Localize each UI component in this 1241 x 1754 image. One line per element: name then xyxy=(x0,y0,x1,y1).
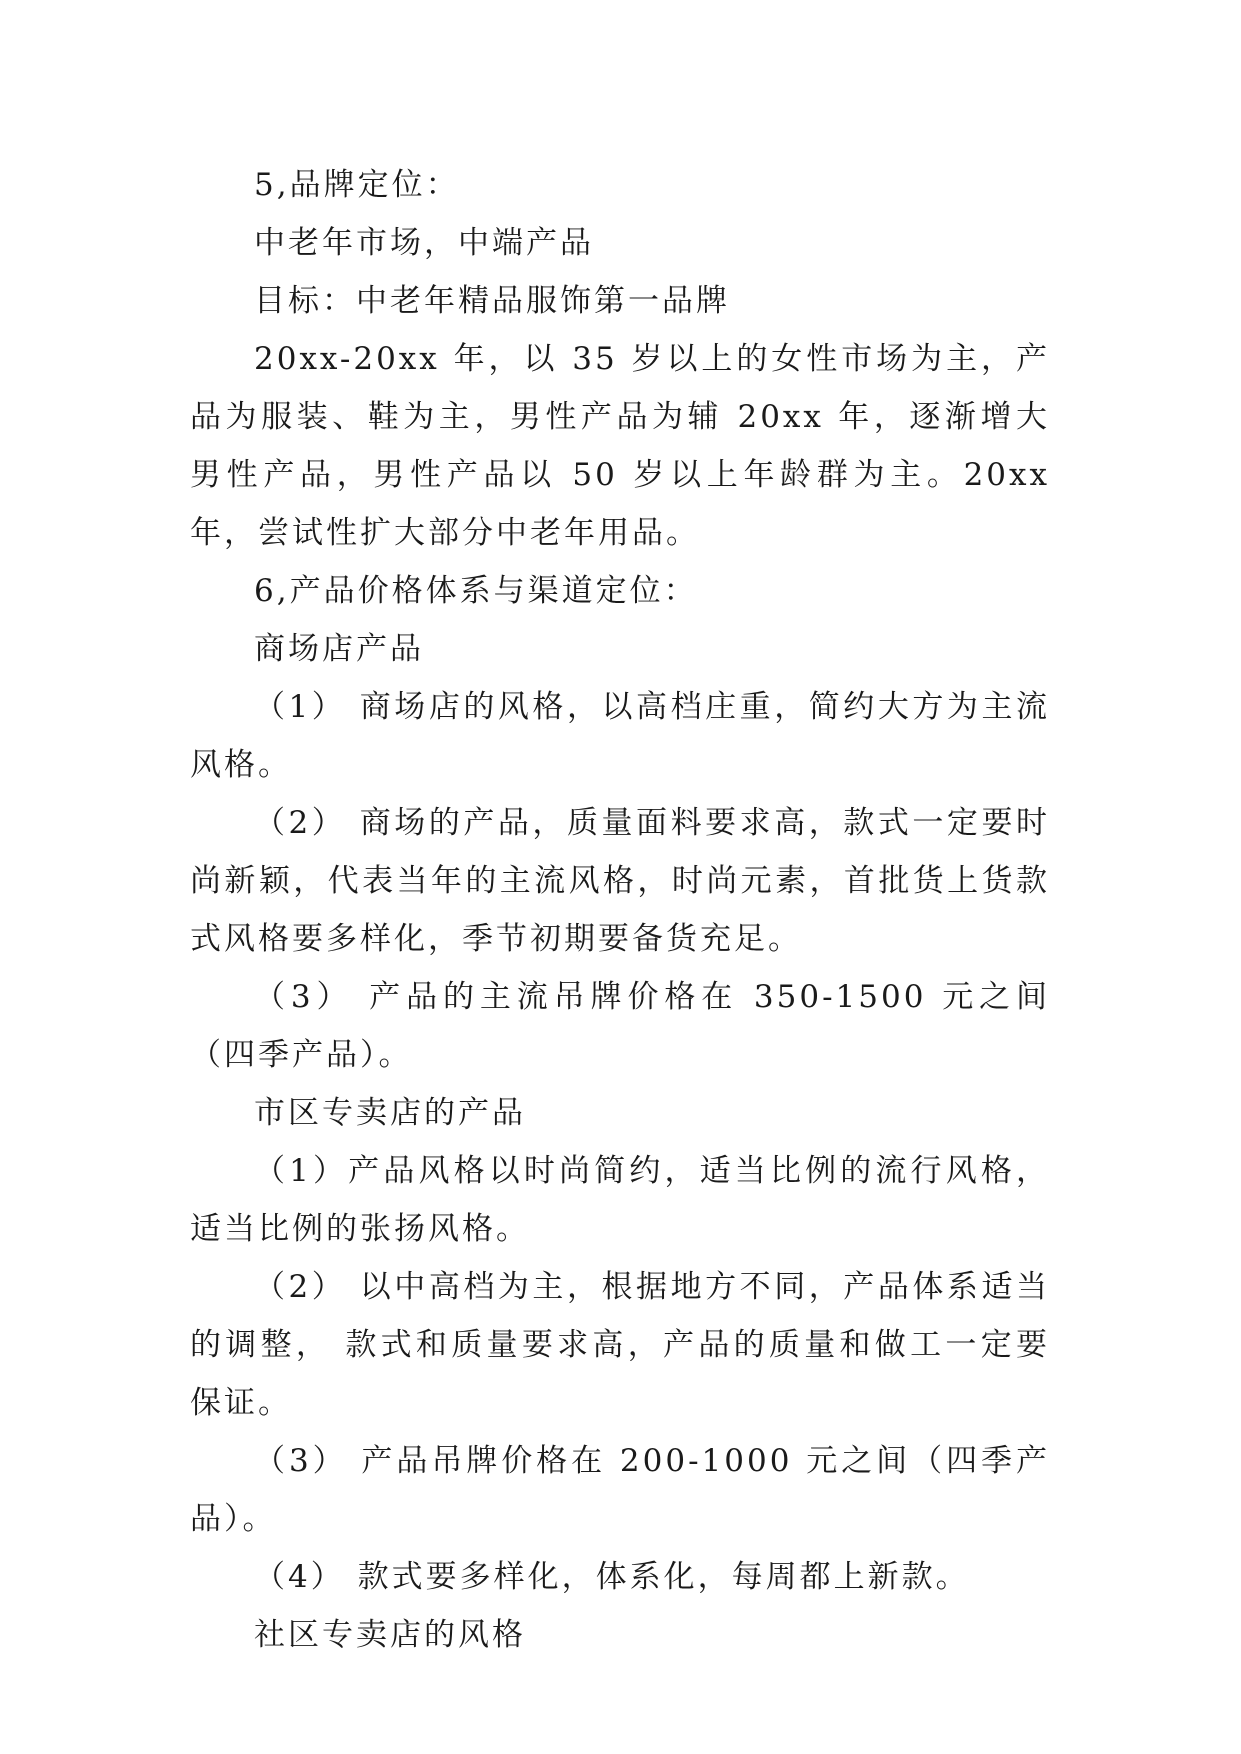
paragraph-market: 中老年市场，中端产品 xyxy=(254,225,594,261)
list-item-city-1: （1）产品风格以时尚简约，适当比例的流行风格，适当比例的张扬风格。 xyxy=(190,1153,1050,1247)
list-item-mall-2: （2） 商场的产品，质量面料要求高，款式一定要时尚新颖，代表当年的主流风格，时尚元素，首批货上货款式风格要多样化，季节初期要备货充足。 xyxy=(190,805,1050,957)
subheading-city-store: 市区专卖店的产品 xyxy=(254,1095,526,1131)
heading-price-channel: 6,产品价格体系与渠道定位： xyxy=(254,573,698,609)
list-item-city-4: （4） 款式要多样化，体系化，每周都上新款。 xyxy=(254,1559,970,1595)
list-item-mall-3: （3） 产品的主流吊牌价格在 350-1500 元之间（四季产品）。 xyxy=(190,979,1050,1073)
document-body xyxy=(190,156,1050,1664)
subheading-mall-store: 商场店产品 xyxy=(254,631,424,667)
list-item-mall-1: （1） 商场店的风格，以高档庄重，简约大方为主流风格。 xyxy=(190,689,1050,783)
paragraph-timeline: 20xx-20xx 年，以 35 岁以上的女性市场为主，产品为服装、鞋为主，男性产品为辅 20xx 年，逐渐增大男性产品，男性产品以 50 岁以上年龄群为主。20xx 年，尝试性扩大部分中老年用品。 xyxy=(190,341,1050,551)
subheading-community-store: 社区专卖店的风格 xyxy=(254,1617,526,1653)
list-item-city-3: （3） 产品吊牌价格在 200-1000 元之间（四季产品）。 xyxy=(190,1443,1050,1537)
heading-brand-positioning: 5,品牌定位： xyxy=(254,167,460,203)
list-item-city-2: （2） 以中高档为主，根据地方不同，产品体系适当的调整， 款式和质量要求高，产品的质量和做工一定要保证。 xyxy=(190,1269,1050,1421)
paragraph-goal: 目标：中老年精品服饰第一品牌 xyxy=(254,283,730,319)
